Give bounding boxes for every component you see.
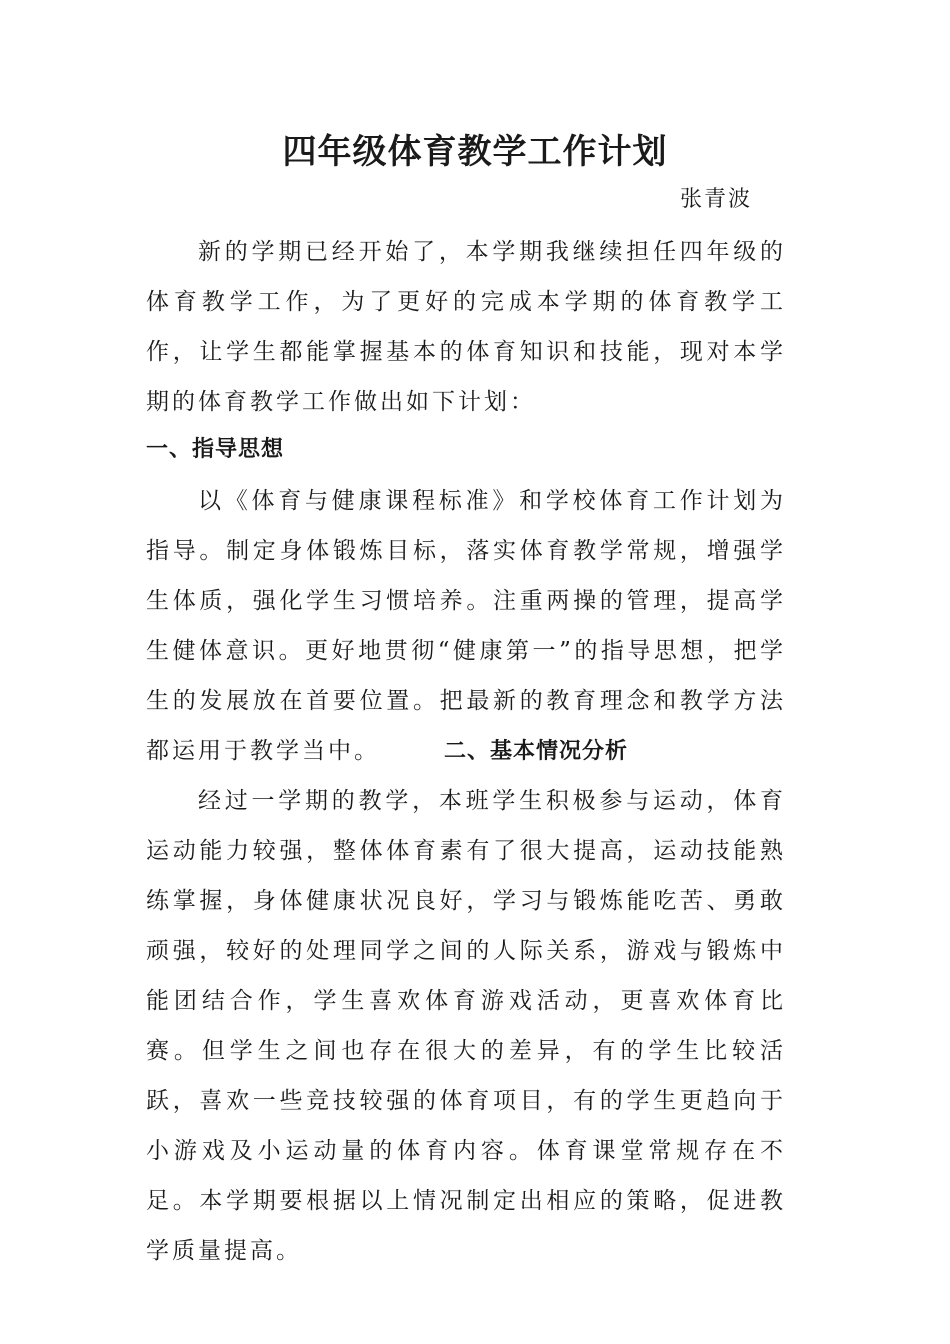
guiding-thought-paragraph xyxy=(146,476,786,777)
section-heading-guiding-thought: 一、指导思想 xyxy=(146,437,285,462)
situation-analysis-paragraph: 经过一学期的教学，本班学生积极参与运动，体育运动能力较强，整体体育素有了很大提高，运动技能熟练掌握，身体健康状况良好，学习与锻炼能吃苦、勇敢顽强，较好的处理同学之间的人际关系，游戏与锻炼中能团结合作，学生喜欢体育游戏活动，更喜欢体育比赛。但学生之间也存在很大的差异，有的学生比较活跃，喜欢一些竞技较强的体育项目，有的学生更趋向于小游戏及小运动量的体育内容。体育课堂常规存在不足。本学期要根据以上情况制定出相应的策略，促进教学质量提高。 xyxy=(146,788,786,1264)
intro-paragraph: 新的学期已经开始了，本学期我继续担任四年级的体育教学工作，为了更好的完成本学期的体育教学工作，让学生都能掌握基本的体育知识和技能，现对本学期的体育教学工作做出如下计划： xyxy=(146,239,786,415)
author-name: 张青波 xyxy=(680,187,753,212)
section-heading-situation-analysis: 二、基本情况分析 xyxy=(444,739,629,764)
document-title: 四年级体育教学工作计划 xyxy=(282,132,668,172)
guiding-thought-text: 以《体育与健康课程标准》和学校体育工作计划为指导。制定身体锻炼目标，落实体育教学常规，增强学生体质，强化学生习惯培养。注重两操的管理，提高学生健体意识。更好地贯彻“健康第一”的指导思想，把学生的发展放在首要位置。把最新的教育理念和教学方法都运用于教学当中。 xyxy=(146,488,786,764)
